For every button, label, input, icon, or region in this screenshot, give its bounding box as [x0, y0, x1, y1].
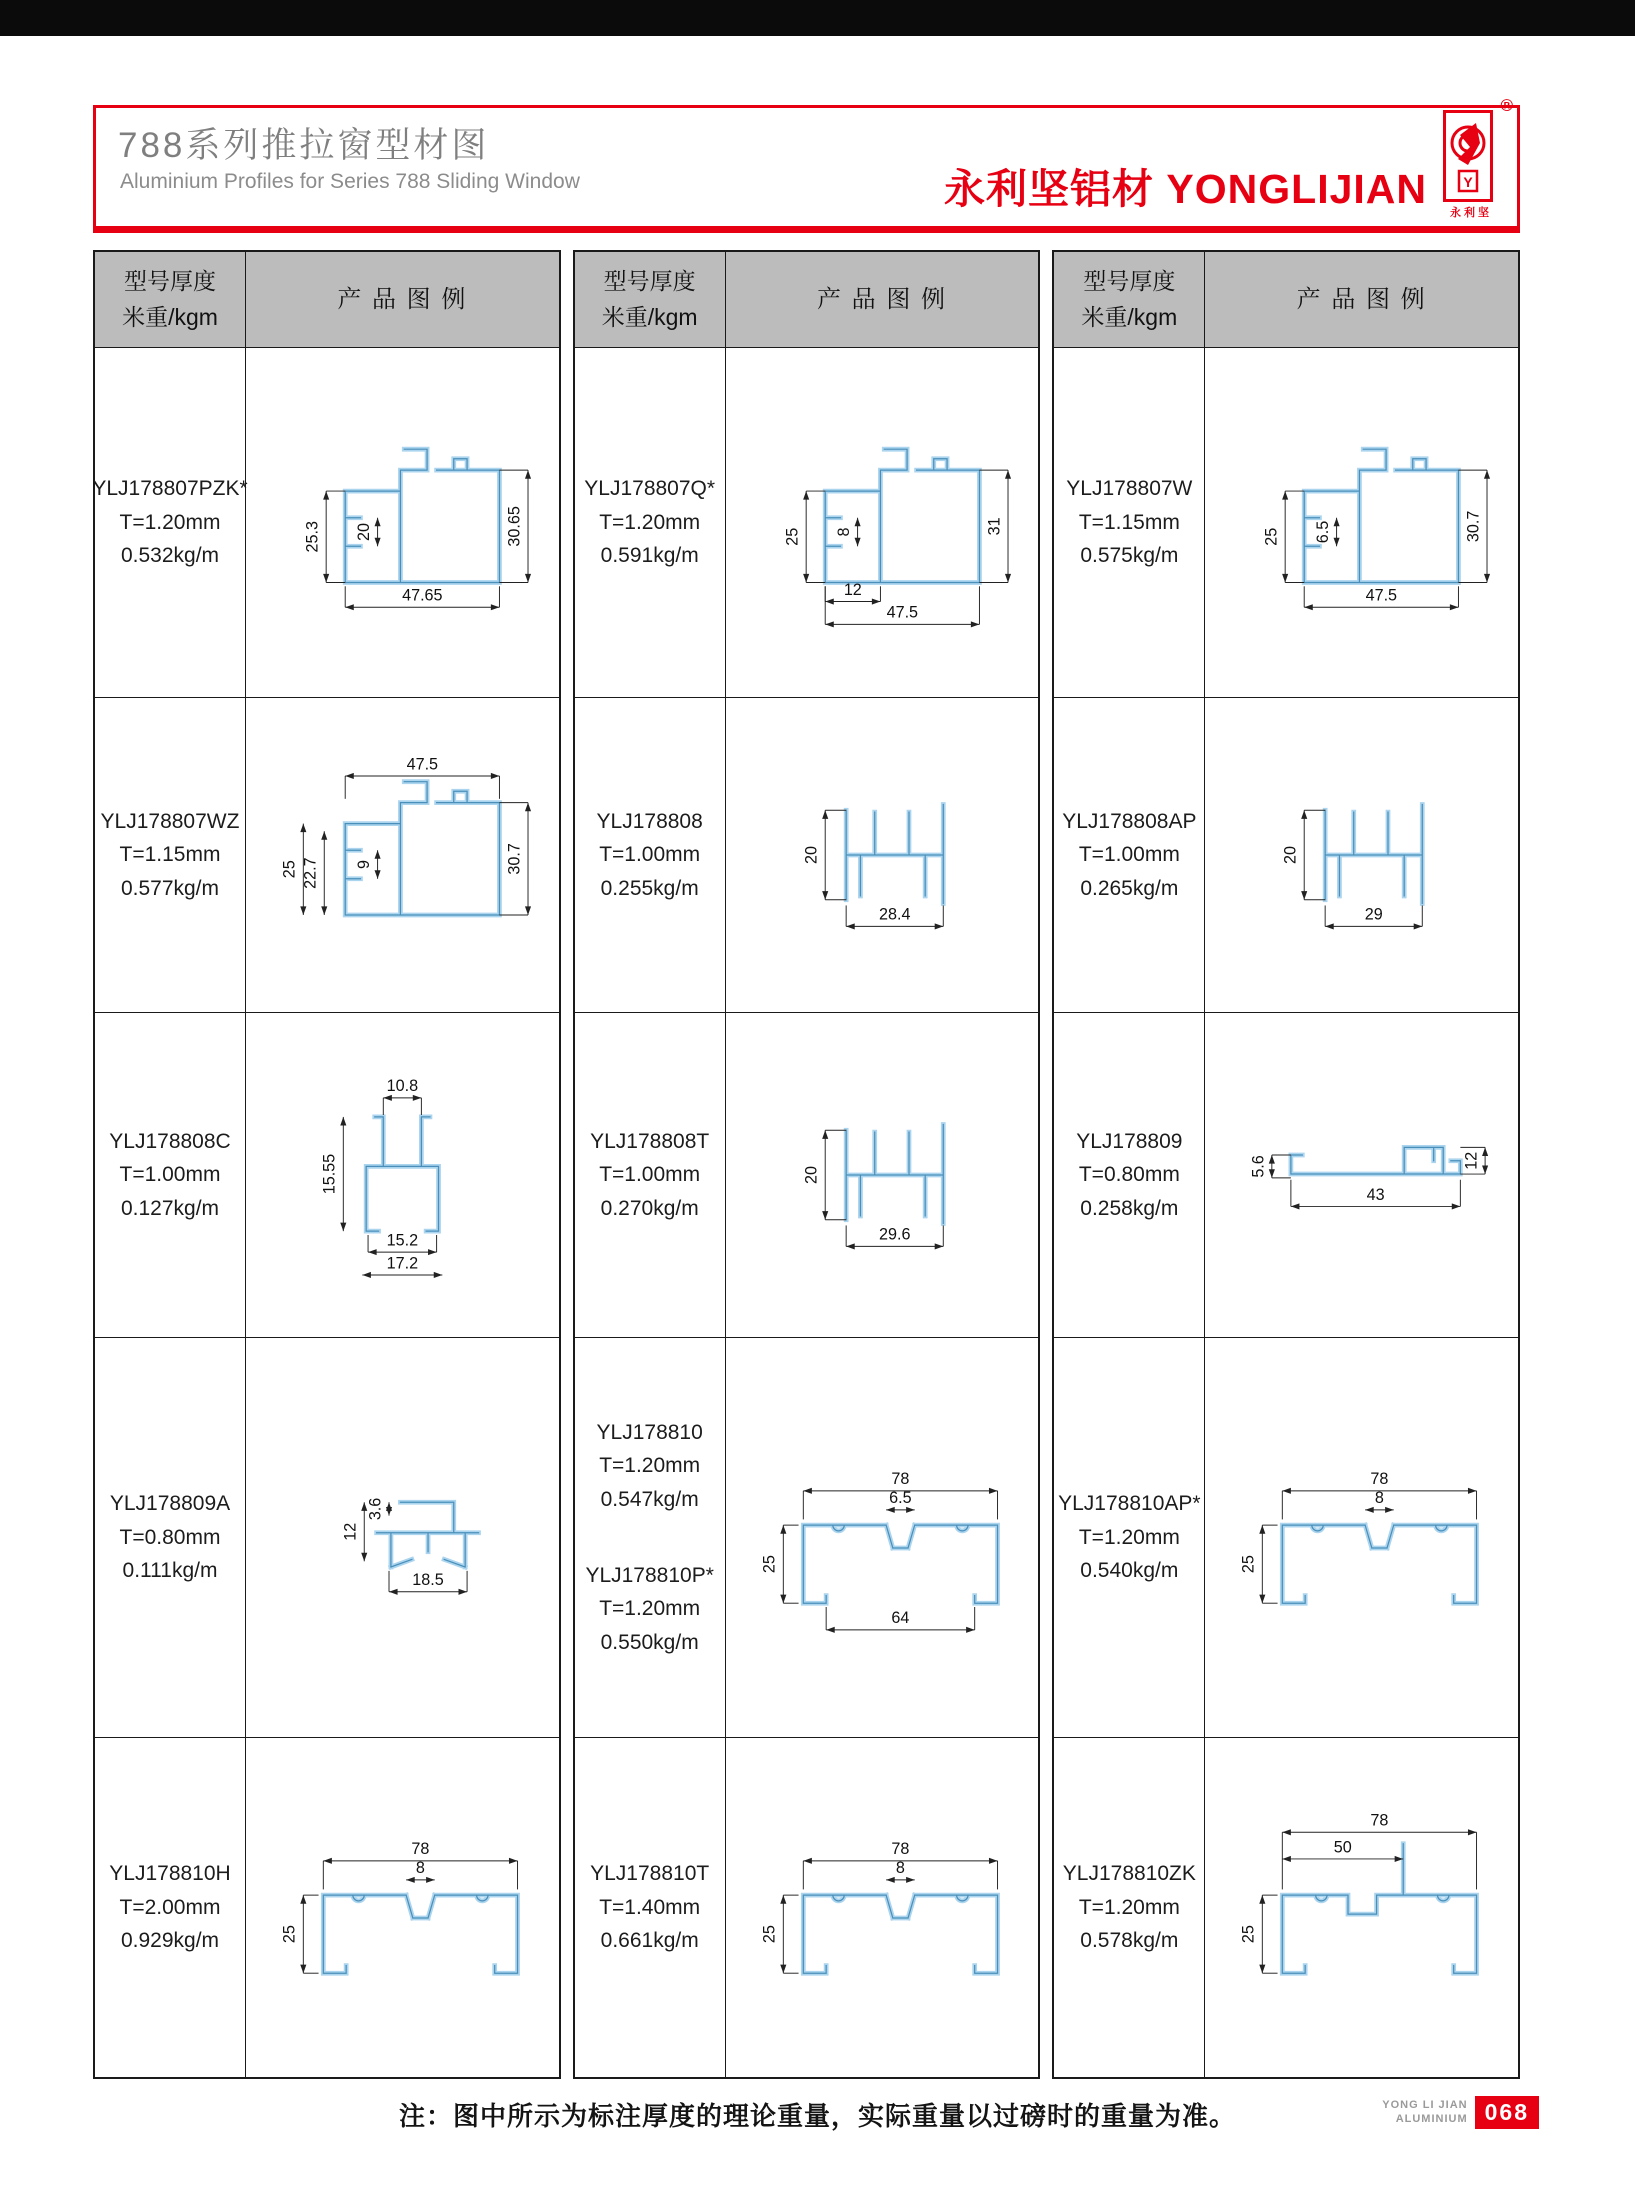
- svg-text:6.5: 6.5: [1314, 520, 1333, 544]
- model-block: [597, 1416, 703, 1517]
- svg-text:20: 20: [355, 523, 374, 542]
- model-thickness: T=0.80mm: [119, 1525, 221, 1549]
- svg-text:9: 9: [355, 860, 374, 870]
- svg-text:78: 78: [891, 1840, 910, 1859]
- profile-drawing-svg: [250, 1742, 555, 2073]
- model-block: [590, 1857, 709, 1958]
- drawing-cell: [245, 347, 559, 697]
- svg-text:47.5: 47.5: [1365, 586, 1398, 605]
- header-model-line2: 米重/kgm: [601, 303, 698, 330]
- drawing-cell: [725, 347, 1039, 697]
- drawing-cell: [725, 1012, 1039, 1337]
- footer-note: 注：图中所示为标注厚度的理论重量，实际重量以过磅时的重量为准。: [398, 2101, 1236, 2131]
- svg-text:25: 25: [760, 1555, 779, 1574]
- model-name: YLJ178810ZK: [1062, 1862, 1196, 1886]
- model-thickness: T=1.15mm: [119, 843, 221, 867]
- svg-text:30.7: 30.7: [1464, 510, 1483, 543]
- table-header-drawing: 产 品 图 例: [1204, 252, 1518, 347]
- svg-text:78: 78: [1370, 1811, 1389, 1830]
- profile-drawing-svg: [1209, 352, 1514, 693]
- profile-drawing-svg: [730, 702, 1035, 1008]
- model-weight: 0.111kg/m: [122, 1559, 218, 1583]
- model-weight: 0.577kg/m: [120, 876, 220, 900]
- profile-table-group: [93, 250, 561, 2079]
- model-cell: [95, 1012, 245, 1337]
- model-thickness: T=1.15mm: [1078, 510, 1180, 534]
- model-cell: [95, 1737, 245, 2077]
- model-block: [101, 805, 240, 906]
- brand-logo: [1443, 96, 1513, 220]
- svg-text:25: 25: [1240, 1925, 1259, 1944]
- model-block: [92, 472, 247, 573]
- drawing-cell: [1204, 1337, 1518, 1737]
- model-thickness: T=1.00mm: [1078, 843, 1180, 867]
- model-weight: 0.258kg/m: [1080, 1196, 1179, 1220]
- model-cell: [575, 347, 725, 697]
- model-cell: [95, 1337, 245, 1737]
- table-header-model: [1054, 252, 1204, 347]
- model-cell: [1054, 697, 1204, 1012]
- svg-text:12: 12: [341, 1522, 360, 1541]
- brand-name: 永利坚铝材 YONGLIJIAN: [944, 166, 1427, 212]
- model-block: [1062, 805, 1196, 906]
- brand-logo-caption: 永利坚: [1450, 207, 1492, 219]
- svg-text:12: 12: [1462, 1151, 1481, 1170]
- svg-text:20: 20: [802, 1166, 821, 1184]
- svg-text:25.3: 25.3: [303, 521, 322, 553]
- model-block: [1066, 472, 1192, 573]
- svg-text:47.5: 47.5: [406, 755, 439, 774]
- svg-text:43: 43: [1366, 1185, 1385, 1204]
- profile-table-group: [573, 250, 1041, 2079]
- svg-text:25: 25: [1262, 527, 1281, 546]
- svg-text:15.55: 15.55: [320, 1153, 339, 1195]
- drawing-cell: [245, 1337, 559, 1737]
- model-cell: [575, 1012, 725, 1337]
- model-weight: 0.591kg/m: [600, 544, 699, 568]
- svg-text:15.2: 15.2: [386, 1231, 419, 1250]
- model-weight: 0.540kg/m: [1080, 1559, 1179, 1583]
- svg-text:8: 8: [834, 527, 853, 537]
- model-thickness: T=1.20mm: [119, 510, 221, 534]
- model-weight: 0.661kg/m: [600, 1929, 699, 1953]
- page-subtitle: Aluminium Profiles for Series 788 Sliding Window: [120, 170, 580, 193]
- drawing-cell: [1204, 697, 1518, 1012]
- svg-text:78: 78: [411, 1840, 430, 1859]
- model-weight: 0.578kg/m: [1080, 1929, 1179, 1953]
- svg-text:3.6: 3.6: [366, 1497, 385, 1521]
- header-model-line2: 米重/kgm: [1081, 303, 1178, 330]
- svg-text:10.8: 10.8: [386, 1077, 419, 1096]
- model-cell: [95, 697, 245, 1012]
- model-block: [109, 1125, 230, 1226]
- model-name: YLJ178808C: [109, 1129, 231, 1153]
- brand-logo-box: [1443, 110, 1493, 202]
- page-number: 068: [1475, 2096, 1539, 2129]
- profile-drawing-svg: [1209, 702, 1514, 1008]
- table-header-model: [575, 252, 725, 347]
- model-name: YLJ178808T: [590, 1129, 710, 1153]
- header-model-line1: 型号厚度: [603, 267, 696, 294]
- drawing-cell: [245, 1737, 559, 2077]
- model-name: YLJ178807PZK*: [92, 477, 248, 501]
- header-model-line1: 型号厚度: [124, 267, 216, 294]
- footer-brand-text: [1382, 2099, 1467, 2127]
- model-name: YLJ178808AP: [1062, 809, 1197, 833]
- drawing-cell: [1204, 1012, 1518, 1337]
- model-block: [590, 1125, 709, 1226]
- model-name: YLJ178810T: [590, 1862, 710, 1886]
- svg-text:Y: Y: [1463, 174, 1473, 190]
- model-thickness: T=2.00mm: [119, 1895, 221, 1919]
- model-name: YLJ178807W: [1066, 477, 1193, 501]
- profile-drawing-svg: [730, 1342, 1035, 1733]
- header-model-line2: 米重/kgm: [122, 303, 218, 330]
- model-cell: [92, 347, 248, 697]
- model-name: YLJ178810: [596, 1420, 703, 1444]
- drawing-cell: [1204, 347, 1518, 697]
- svg-text:25: 25: [1240, 1555, 1259, 1574]
- svg-text:8: 8: [895, 1859, 905, 1878]
- page-header-frame: [93, 96, 1520, 233]
- model-weight: 0.547kg/m: [600, 1487, 699, 1511]
- svg-text:64: 64: [891, 1609, 910, 1628]
- model-weight: 0.255kg/m: [600, 876, 699, 900]
- model-thickness: T=1.00mm: [599, 1163, 701, 1187]
- profile-drawing-svg: [1209, 1017, 1514, 1333]
- drawing-cell: [725, 1337, 1039, 1737]
- model-block: [110, 1487, 230, 1588]
- model-cell: [1054, 1337, 1204, 1737]
- model-weight: 0.127kg/m: [120, 1196, 220, 1220]
- svg-text:29: 29: [1365, 905, 1384, 924]
- svg-text:25: 25: [783, 527, 802, 546]
- model-block: [584, 472, 715, 573]
- model-name: YLJ178809: [1076, 1129, 1183, 1153]
- profile-catalog-table: [93, 250, 1520, 2079]
- svg-text:78: 78: [891, 1470, 910, 1489]
- drawing-cell: [725, 1737, 1039, 2077]
- model-thickness: T=1.20mm: [599, 1454, 701, 1478]
- profile-drawing-svg: [1209, 1742, 1514, 2073]
- profile-drawing-svg: [250, 702, 555, 1008]
- model-name: YLJ178810H: [109, 1862, 231, 1886]
- model-weight: 0.532kg/m: [120, 544, 220, 568]
- svg-text:8: 8: [415, 1859, 425, 1878]
- table-header-drawing: 产 品 图 例: [725, 252, 1039, 347]
- top-black-bar: [0, 0, 1635, 36]
- svg-text:25: 25: [280, 860, 299, 879]
- drawing-cell: [245, 697, 559, 1012]
- model-block: [1058, 1487, 1200, 1588]
- svg-text:20: 20: [802, 846, 821, 864]
- model-cell: [1054, 347, 1204, 697]
- svg-text:25: 25: [760, 1925, 779, 1944]
- svg-text:25: 25: [280, 1925, 299, 1944]
- model-block: [1063, 1857, 1196, 1958]
- model-block: [585, 1559, 713, 1660]
- header-model-line1: 型号厚度: [1083, 267, 1176, 294]
- model-weight: 0.265kg/m: [1080, 876, 1179, 900]
- model-name: YLJ178809A: [109, 1492, 231, 1516]
- model-cell: [575, 1737, 725, 2077]
- svg-text:17.2: 17.2: [386, 1254, 419, 1273]
- svg-text:78: 78: [1370, 1470, 1389, 1489]
- profile-drawing-svg: [730, 352, 1035, 693]
- footer-brand-line2: ALUMINIUM: [1395, 2112, 1468, 2125]
- model-cell: [1054, 1737, 1204, 2077]
- svg-text:18.5: 18.5: [412, 1571, 444, 1590]
- model-block: [109, 1857, 230, 1958]
- footer-brand-line1: YONG LI JIAN: [1382, 2098, 1468, 2111]
- svg-text:8: 8: [1375, 1489, 1385, 1508]
- profile-drawing-svg: [250, 352, 555, 693]
- drawing-cell: [245, 1012, 559, 1337]
- svg-text:20: 20: [1281, 846, 1300, 864]
- svg-text:50: 50: [1334, 1838, 1353, 1857]
- brand-row: [944, 96, 1513, 220]
- model-thickness: T=1.20mm: [599, 1597, 701, 1621]
- model-name: YLJ178810AP*: [1058, 1492, 1201, 1516]
- svg-text:29.6: 29.6: [878, 1225, 911, 1244]
- svg-text:6.5: 6.5: [888, 1489, 912, 1508]
- model-weight: 0.929kg/m: [120, 1929, 220, 1953]
- model-thickness: T=0.80mm: [1078, 1163, 1180, 1187]
- svg-text:30.7: 30.7: [505, 843, 524, 875]
- profile-drawing-svg: [1209, 1342, 1514, 1733]
- table-header-drawing: 产 品 图 例: [245, 252, 559, 347]
- model-name: YLJ178807WZ: [100, 809, 240, 833]
- profile-table-group: [1052, 250, 1520, 2079]
- model-name: YLJ178810P*: [585, 1563, 714, 1587]
- model-thickness: T=1.20mm: [1078, 1895, 1180, 1919]
- model-name: YLJ178808: [596, 809, 703, 833]
- model-cell: [575, 1337, 725, 1737]
- model-thickness: T=1.20mm: [1078, 1525, 1180, 1549]
- svg-text:5.6: 5.6: [1249, 1155, 1268, 1178]
- registered-mark: ®: [1500, 96, 1513, 115]
- model-weight: 0.270kg/m: [600, 1196, 699, 1220]
- profile-drawing-svg: [250, 1017, 555, 1333]
- table-header-model: [95, 252, 245, 347]
- model-cell: [575, 697, 725, 1012]
- svg-text:22.7: 22.7: [301, 857, 320, 889]
- model-weight: 0.575kg/m: [1080, 544, 1179, 568]
- model-block: [597, 805, 703, 906]
- model-name: YLJ178807Q*: [584, 477, 716, 501]
- svg-text:30.65: 30.65: [505, 506, 524, 547]
- drawing-cell: [725, 697, 1039, 1012]
- model-weight: 0.550kg/m: [600, 1630, 699, 1654]
- svg-text:47.5: 47.5: [886, 603, 918, 622]
- model-thickness: T=1.20mm: [599, 510, 701, 534]
- profile-drawing-svg: [250, 1342, 555, 1733]
- profile-drawing-svg: [730, 1017, 1035, 1333]
- model-thickness: T=1.00mm: [119, 1163, 221, 1187]
- model-block: [1076, 1125, 1182, 1226]
- svg-text:28.4: 28.4: [878, 905, 911, 924]
- model-cell: [1054, 1012, 1204, 1337]
- svg-text:12: 12: [843, 580, 862, 599]
- page-footer-brand: [1382, 2096, 1539, 2129]
- model-thickness: T=1.40mm: [599, 1895, 701, 1919]
- svg-text:31: 31: [985, 517, 1004, 536]
- svg-text:47.65: 47.65: [402, 586, 443, 605]
- drawing-cell: [1204, 1737, 1518, 2077]
- profile-drawing-svg: [730, 1742, 1035, 2073]
- brand-logo-icon: [1446, 113, 1490, 199]
- page-title: 788系列推拉窗型材图: [118, 126, 490, 165]
- model-thickness: T=1.00mm: [599, 843, 701, 867]
